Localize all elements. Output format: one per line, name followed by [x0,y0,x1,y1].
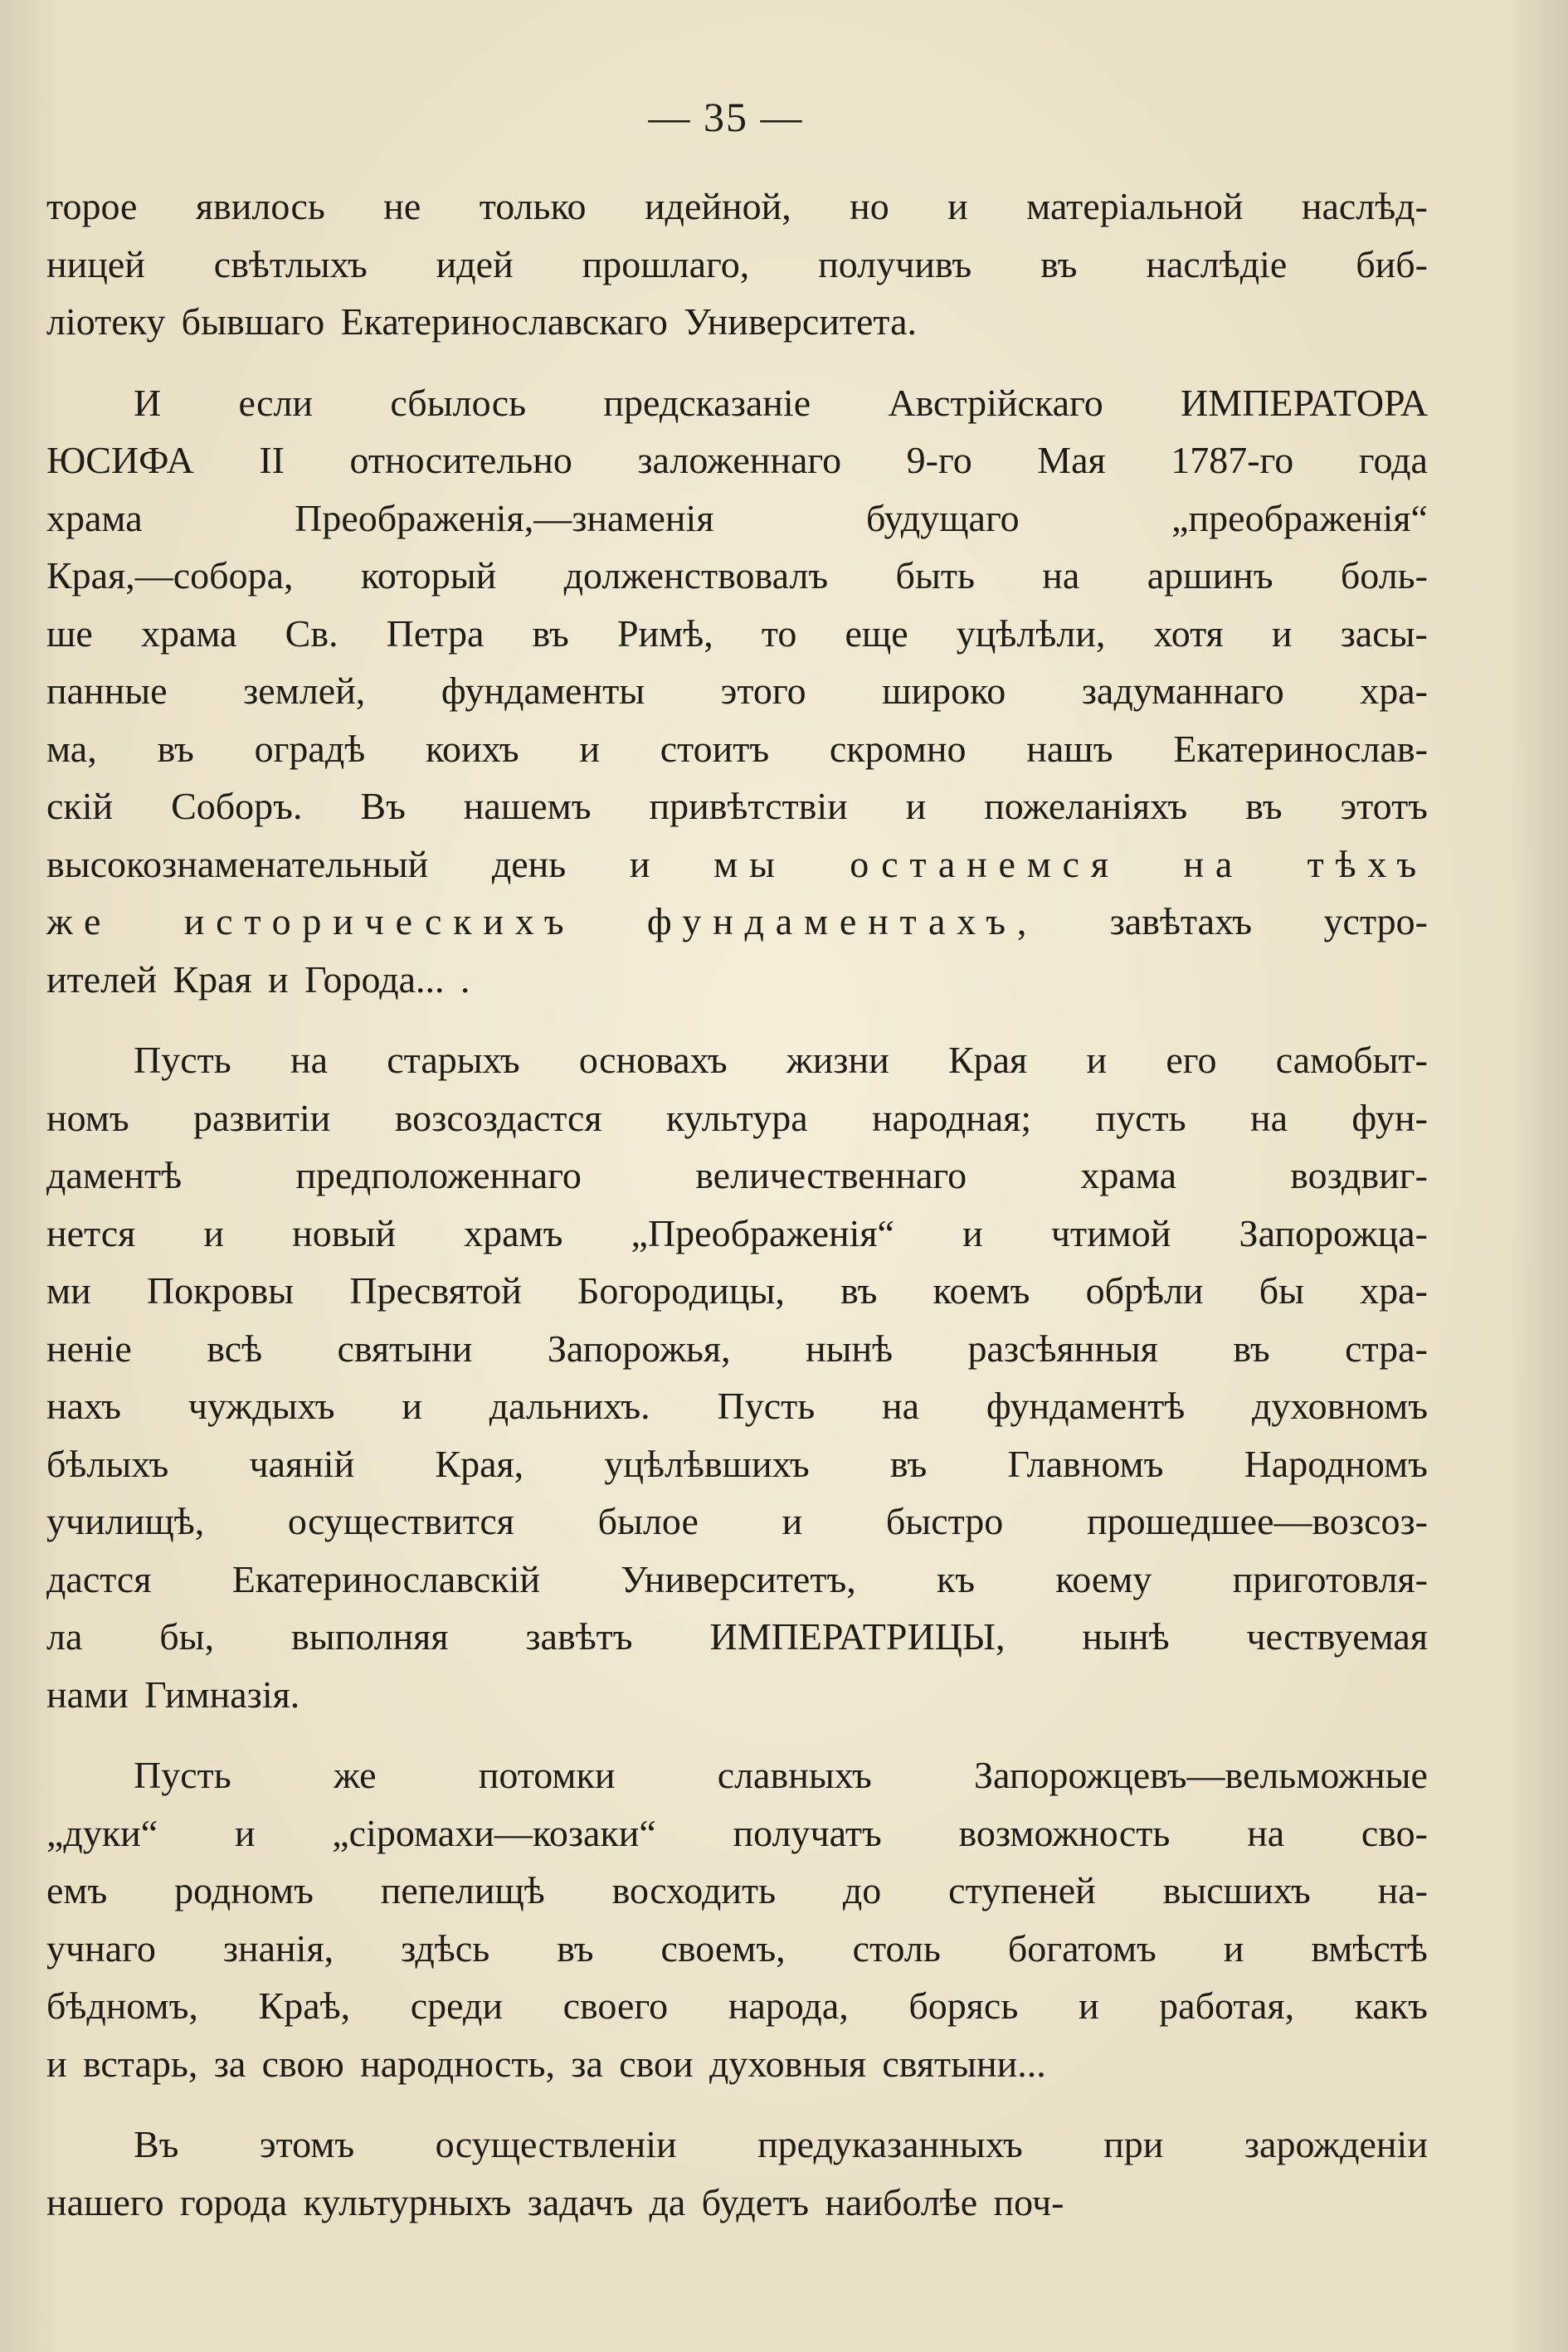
word: въ [157,727,194,770]
text-line [46,1089,1428,1147]
word: среди [410,1984,503,2027]
word: Университета. [684,300,917,343]
word: своего [562,1984,669,2027]
text-line [46,293,1428,351]
word: уцѣлѣвшихъ [604,1442,810,1485]
word: предположеннаго [295,1154,582,1196]
word: Екатеринослав- [1173,727,1428,770]
word: духовномъ [1251,1385,1428,1427]
word: чуждыхъ [187,1385,335,1427]
paragraph [46,2116,1428,2231]
word: и [1271,611,1293,655]
word: хотя [1153,611,1224,655]
word: фундаменты [441,670,645,712]
word: Запорожца- [1239,1211,1428,1254]
word: до [842,1869,882,1911]
word: былое [597,1500,699,1542]
text-line [46,1666,1428,1724]
word: на [1042,554,1080,597]
word: этомъ [259,2123,355,2165]
word: привѣтствіи [649,785,848,827]
word: за [571,2042,603,2085]
word: но [850,185,889,227]
word: къ [936,1557,976,1600]
word: въ [1245,785,1283,827]
word: завѣтъ [525,1615,633,1658]
word: Въ [134,2123,179,2165]
word: завѣтахъ [1109,900,1253,942]
word: этого [720,670,806,712]
word: 1787-го [1171,439,1294,481]
word: то [761,611,797,655]
word: на [882,1385,920,1427]
text-line [46,489,1428,548]
word: долженствовалъ [563,554,829,597]
word: основахъ [578,1039,728,1081]
text-line [46,1493,1428,1551]
text-line [46,1320,1428,1378]
word: явилось [195,185,325,227]
word: приготовля- [1232,1557,1428,1600]
word: учнаго [46,1926,156,1970]
word: боль- [1340,554,1428,597]
word: широко [882,670,1006,712]
word: и [1086,1039,1108,1081]
word: въ [840,1269,878,1312]
word: возсоздастся [394,1096,602,1139]
word: получатъ [733,1811,882,1854]
word: Петра [386,611,485,655]
word: возможность [958,1811,1171,1854]
word: храма [1080,1154,1177,1196]
word: историческихъ [183,900,576,942]
word: Главномъ [1007,1442,1164,1485]
word: быстро [885,1500,1004,1542]
word: будущаго [865,496,1020,539]
word: устро- [1323,900,1428,942]
word: своемъ, [660,1926,786,1970]
word: нашемъ [463,785,592,827]
text-line [46,720,1428,778]
word: нами [46,1673,129,1716]
word: пожеланіяхъ [984,785,1188,827]
word: въ [532,611,569,655]
text-line [46,1920,1428,1978]
word: если [238,381,314,424]
word: Края,—собора, [46,554,294,597]
word: въ [557,1926,594,1970]
word: коемъ [933,1269,1030,1312]
word: выполняя [290,1615,449,1658]
word: свѣтлыхъ [213,242,368,285]
text-line [46,178,1428,236]
word: Краѣ, [258,1984,351,2027]
word: который [360,554,497,597]
word: знанія, [222,1926,334,1970]
word: встарь, [82,2042,198,2085]
word: и [782,1500,803,1542]
word: ліотеку [46,300,166,343]
word: бывшаго [181,300,325,343]
text-line [46,1435,1428,1493]
text-line [46,835,1428,894]
word: жизни [786,1039,889,1081]
word: бы, [159,1615,215,1658]
word: нынѣ [1082,1615,1170,1658]
word: Гимназія. [144,1673,300,1716]
word: года [1358,439,1428,481]
word: на [1249,1096,1288,1139]
word: ИМПЕРАТРИЦЫ, [709,1615,1006,1658]
page-number: — 35 — [648,94,804,140]
word: стоитъ [660,727,770,770]
word: нахъ [46,1385,122,1427]
paragraph [46,1746,1428,2092]
word: зарожденіи [1244,2123,1428,2165]
word: пепелищѣ [380,1869,545,1911]
word: святыни... [882,2042,1046,2085]
word: заложеннаго [637,439,842,481]
word: народа, [728,1984,849,2027]
word: культурныхъ [303,2180,512,2223]
word: бы [1259,1269,1305,1312]
text-line [46,547,1428,605]
word: наиболѣе [825,2180,978,2223]
word: поч- [993,2180,1064,2223]
word: богатомъ [1007,1926,1157,1970]
word: родномъ [174,1869,314,1911]
word: и [579,727,600,770]
word: будетъ [701,2180,810,2223]
word: хра- [1360,1269,1428,1312]
word: Края, [435,1442,524,1485]
paragraph [46,1031,1428,1723]
word: биб- [1356,242,1428,285]
word: Преображенія,—знаменія [295,496,714,539]
word: оградѣ [254,727,366,770]
word: храма [46,496,143,539]
word: уцѣлѣли, [956,611,1106,655]
text-line [46,2116,1428,2174]
word: же [333,1754,377,1796]
word: не [383,185,421,227]
text-line [46,1262,1428,1320]
word: номъ [46,1096,129,1139]
word: идейной, [644,185,791,227]
word: осуществленіи [435,2123,677,2165]
text-body [46,178,1428,2231]
text-line [46,431,1428,489]
word: здѣсь [401,1926,490,1970]
word: фун- [1351,1096,1428,1139]
word: потомки [478,1754,616,1796]
word: тѣхъ [1307,842,1428,885]
word: и [1078,1984,1099,2027]
word: Римѣ, [616,611,713,655]
word: ми [46,1269,91,1312]
word: фундаментѣ [986,1385,1186,1427]
word: останемся [850,842,1120,885]
word: святыни [337,1327,473,1370]
word: коему [1055,1557,1152,1600]
word: ИМПЕРАТОРА [1181,381,1428,424]
word: училищѣ, [46,1500,205,1542]
word: на- [1377,1869,1428,1911]
word: коихъ [425,727,519,770]
word: чтимой [1050,1211,1171,1254]
word: дастся [46,1557,152,1600]
text-line [46,1551,1428,1609]
word: Соборъ. [171,785,303,827]
word: въ [889,1442,928,1485]
word: наслѣд- [1301,185,1428,227]
word: скромно [829,727,967,770]
word: Богородицы, [577,1269,785,1312]
word: восходить [611,1869,777,1911]
word: задуманнаго [1081,670,1284,712]
word: работая, [1159,1984,1295,2027]
word: и [1223,1926,1244,1970]
word: столь [852,1926,941,1970]
word: фундаментахъ, [646,900,1039,942]
word: за [213,2042,246,2085]
word: какъ [1354,1984,1428,2027]
word: мы [713,842,786,885]
word: дальнихъ. [489,1385,650,1427]
word: идей [436,242,514,285]
word: хра- [1360,670,1428,712]
word: разсѣянныя [967,1327,1158,1370]
word: нется [46,1211,136,1254]
word: матеріальной [1026,185,1244,227]
text-line [46,1147,1428,1205]
word: на [1183,842,1244,885]
word: ма, [46,727,97,770]
text-line [46,1608,1428,1666]
paragraph [46,374,1428,1009]
word: вмѣстѣ [1311,1926,1428,1970]
word: пусть [1095,1096,1186,1139]
word: Университетъ, [621,1557,856,1600]
text-line [46,893,1428,951]
word: духовныя [709,2042,867,2085]
word: въ [1040,242,1078,285]
word: и [46,2042,67,2085]
word: получивъ [818,242,972,285]
text-line [46,777,1428,835]
paragraph [46,178,1428,351]
word: предуказанныхъ [757,2123,1023,2165]
word: быть [895,554,975,597]
word: II [259,439,285,481]
word: ступеней [948,1869,1096,1911]
word: сво- [1361,1811,1428,1854]
text-line [46,662,1428,720]
word: Пусть [134,1039,231,1081]
word: . [460,957,470,1001]
word: нашъ [1026,727,1113,770]
word: и [947,185,968,227]
word: чаяній [249,1442,355,1485]
word: ЮСИФА [46,439,194,481]
word: и [234,1811,256,1854]
word: ше [46,611,93,655]
word: культура [665,1096,808,1139]
word: въ [1233,1327,1270,1370]
text-line [46,951,1428,1009]
text-line [46,1862,1428,1920]
word: народная; [872,1096,1032,1139]
word: новый [292,1211,396,1254]
word: относительно [349,439,572,481]
word: 9-го [906,439,972,481]
word: и [402,1385,422,1427]
text-line [46,605,1428,663]
word: свои [619,2042,694,2085]
word: Края [947,1039,1028,1081]
word: „преображенія“ [1171,496,1428,539]
word: Екатеринославскій [231,1557,540,1600]
word: старыхъ [387,1039,520,1081]
word: величественнаго [695,1154,967,1196]
word: Въ [360,785,406,827]
word: нынѣ [805,1327,894,1370]
word: прошедшее—возсоз- [1087,1500,1428,1542]
word: этотъ [1340,785,1428,827]
word: всѣ [207,1327,263,1370]
text-line [46,2035,1428,2093]
word: Екатеринославскаго [340,300,668,343]
word: день [491,842,567,885]
word: прошлаго, [582,242,750,285]
word: Края [173,957,252,1001]
word: да [649,2180,686,2223]
text-line [46,2174,1428,2232]
text-line [46,1377,1428,1435]
word: Пресвятой [349,1269,522,1312]
text-line [46,1804,1428,1863]
word: на [1247,1811,1285,1854]
word: высокознаменательный [46,842,429,885]
word: аршинъ [1147,554,1273,597]
word: засы- [1340,611,1428,655]
word: борясь [908,1984,1019,2027]
text-line [46,1031,1428,1089]
text-line [46,1977,1428,2035]
word: чествуемая [1246,1615,1428,1658]
word: стра- [1345,1327,1428,1370]
text-line [46,1205,1428,1263]
word: бѣдномъ, [46,1984,198,2027]
word: высшихъ [1162,1869,1311,1911]
word: ителей [46,957,158,1001]
word: Запорожцевъ—вельможные [973,1754,1428,1796]
word: предсказаніе [603,381,811,424]
word: „сіромахи—козаки“ [332,1811,656,1854]
word: народность, [360,2042,555,2085]
word: ницей [46,242,145,285]
word: панные [46,670,168,712]
word: Пусть [717,1385,816,1427]
word: и [203,1211,225,1254]
word: храмъ [464,1211,563,1254]
word: Пусть [134,1754,231,1796]
word: сбылось [390,381,527,424]
word: Австрійскаго [888,381,1103,424]
word: Св. [285,611,338,655]
word: самобыт- [1275,1039,1428,1081]
word: Запорожья, [547,1327,731,1370]
word: на [290,1039,328,1081]
word: только [479,185,587,227]
word: при [1103,2123,1164,2165]
word: воздвиг- [1290,1154,1428,1196]
word: города [179,2180,288,2223]
word: еще [845,611,908,655]
word: храма [140,611,237,655]
word: Покровы [146,1269,295,1312]
word: неніе [46,1327,132,1370]
word: обрѣли [1085,1269,1204,1312]
word: землей, [243,670,366,712]
word: бѣлыхъ [46,1442,169,1485]
word: Народномъ [1244,1442,1428,1485]
word: ла [46,1615,83,1658]
word: „Преображенія“ [631,1211,894,1254]
word: нашего [46,2180,164,2223]
word: Мая [1037,439,1106,481]
word: даментѣ [46,1154,183,1196]
word: И [134,381,162,424]
word: „дуки“ [46,1811,158,1854]
word: и [962,1211,983,1254]
text-line [46,236,1428,294]
word: развитіи [192,1096,331,1139]
word: славныхъ [717,1754,872,1796]
word: Города... [304,957,445,1001]
word: торое [46,185,138,227]
text-line [46,1746,1428,1804]
word: его [1166,1039,1217,1081]
word: свою [261,2042,344,2085]
word: емъ [46,1869,108,1911]
word: и [268,957,289,1001]
word: скій [46,785,114,827]
word: же [46,900,113,942]
word: и [905,785,927,827]
text-line [46,374,1428,432]
word: осуществится [287,1500,514,1542]
word: и [629,842,650,885]
word: задачъ [527,2180,634,2223]
word: наслѣдіе [1146,242,1288,285]
